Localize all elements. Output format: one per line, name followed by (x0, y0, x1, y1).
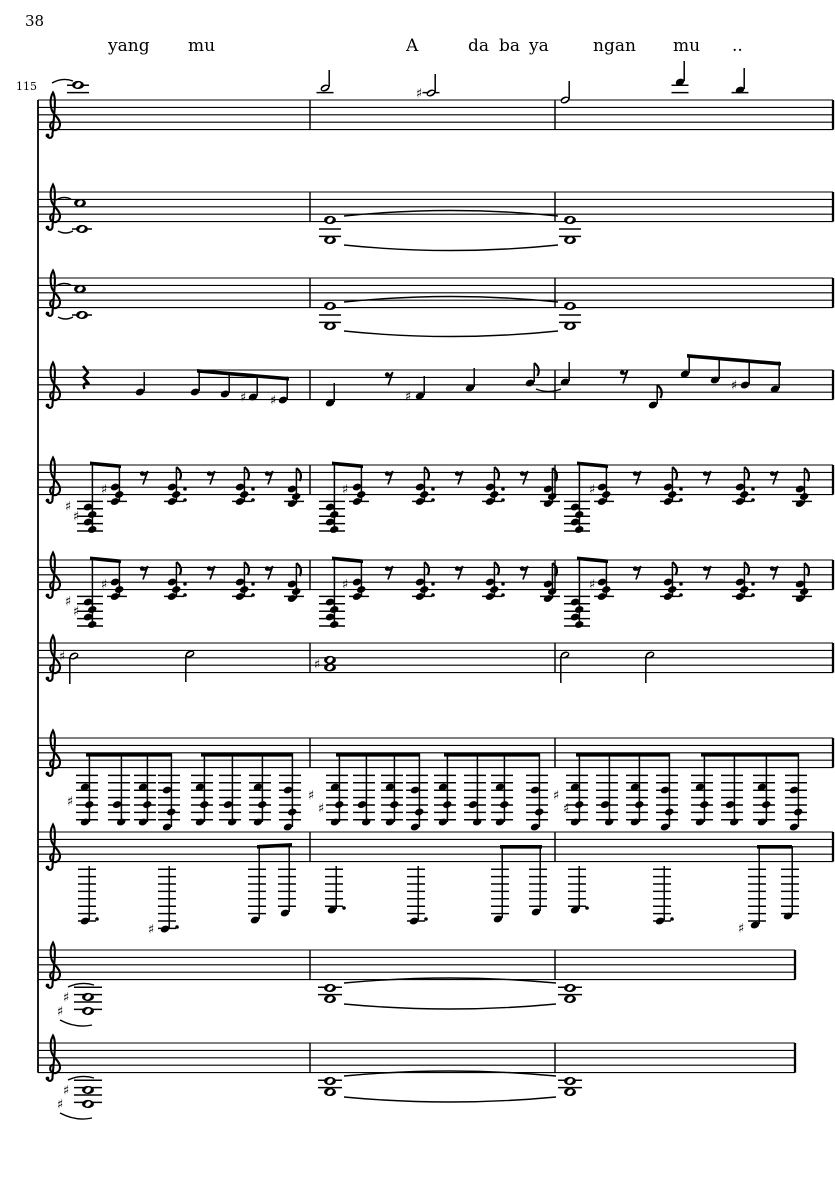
sharp-accidental: ♯ (72, 604, 80, 620)
sharp-accidental: ♯ (313, 657, 321, 673)
lyric-syllable: ba (499, 36, 521, 56)
lyric-syllable: mu (188, 36, 216, 56)
sharp-accidental: ♯ (62, 1083, 70, 1099)
lyric-syllable: ngan (593, 36, 636, 56)
sharp-accidental: ♯ (415, 86, 423, 102)
sharp-accidental: ♯ (562, 801, 570, 817)
page-number: 38 (25, 12, 45, 30)
sharp-accidental: ♯ (588, 577, 596, 593)
sharp-accidental: ♯ (56, 1004, 64, 1020)
sharp-accidental: ♯ (100, 577, 108, 593)
sharp-accidental: ♯ (56, 1097, 64, 1113)
lyric-syllable: mu (673, 36, 701, 56)
sharp-accidental: ♯ (307, 788, 315, 804)
lyric-syllable: da (468, 36, 490, 56)
sharp-accidental: ♯ (552, 788, 560, 804)
sharp-accidental: ♯ (269, 393, 277, 409)
lyric-syllable: A (406, 36, 419, 56)
sharp-accidental: ♯ (64, 499, 72, 515)
sharp-accidental: ♯ (239, 390, 247, 406)
sharp-accidental: ♯ (730, 378, 738, 394)
sharp-accidental: ♯ (341, 577, 349, 593)
sharp-accidental: ♯ (147, 922, 155, 938)
lyric-syllable: ya (529, 36, 549, 56)
sharp-accidental: ♯ (317, 801, 325, 817)
sharp-accidental: ♯ (100, 482, 108, 498)
sharp-accidental: ♯ (72, 509, 80, 525)
sharp-accidental: ♯ (66, 794, 74, 810)
sharp-accidental: ♯ (737, 921, 745, 937)
sharp-accidental: ♯ (404, 389, 412, 405)
lyric-syllable: .. (732, 36, 743, 56)
sharp-accidental: ♯ (58, 649, 66, 665)
lyric-syllable: yang (108, 36, 150, 56)
measure-number: 115 (16, 80, 37, 93)
sharp-accidental: ♯ (588, 482, 596, 498)
sharp-accidental: ♯ (64, 594, 72, 610)
sharp-accidental: ♯ (62, 990, 70, 1006)
sharp-accidental: ♯ (341, 482, 349, 498)
